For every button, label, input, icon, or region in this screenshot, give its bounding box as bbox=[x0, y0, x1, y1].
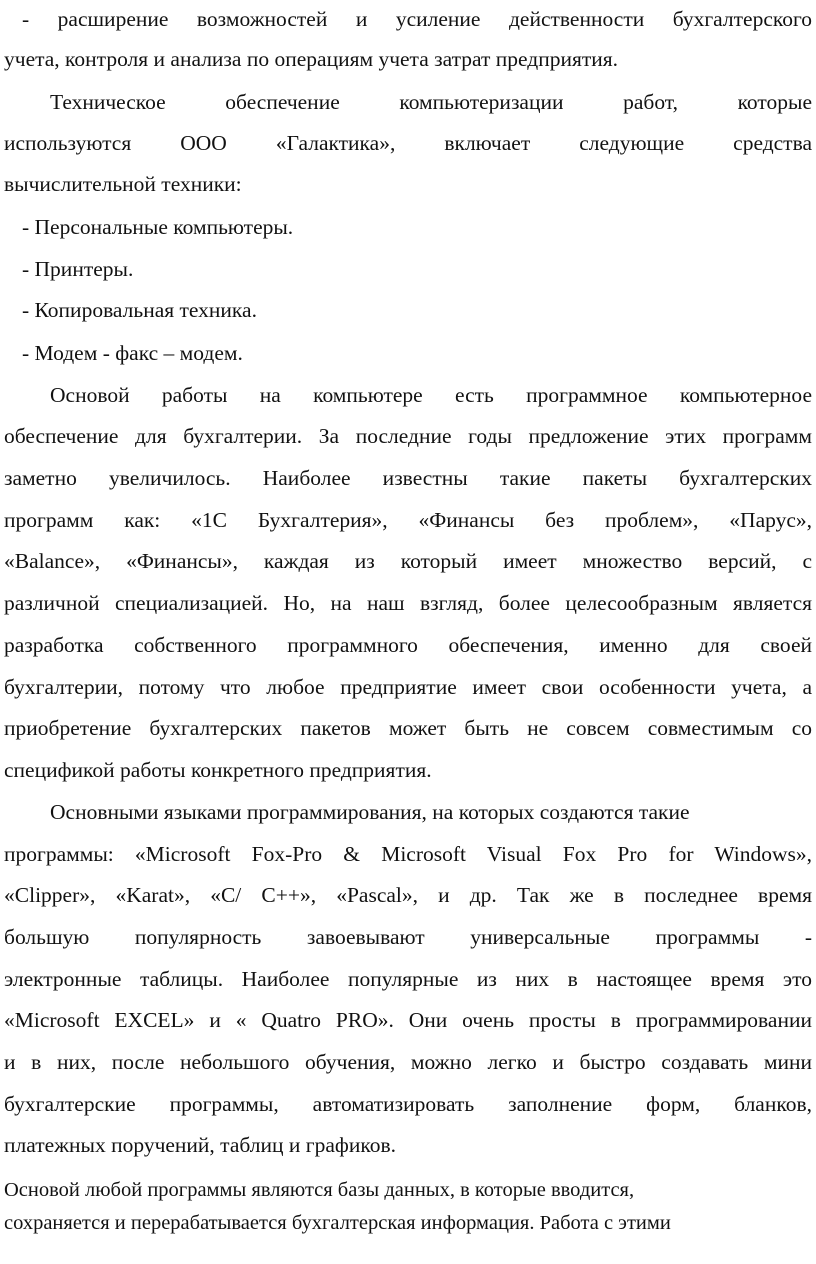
text-line: программы: «Microsoft Fox-Pro & Microsoft Visual Fox Pro for Windows», bbox=[4, 842, 812, 866]
text-line: приобретение бухгалтерских пакетов может быть не совсем совместимым со bbox=[4, 716, 812, 740]
text-line: учета, контроля и анализа по операциям учета затрат предприятия. bbox=[4, 47, 619, 71]
text-line: спецификой работы конкретного предприятия. bbox=[4, 758, 432, 782]
text-line: Основой любой программы являются базы данных, в которые вводится, bbox=[4, 1179, 635, 1201]
text-line: Основными языками программирования, на которых создаются такие bbox=[50, 800, 690, 824]
list-item: - Персональные компьютеры. bbox=[22, 215, 294, 239]
text-line: используются ООО «Галактика», включает следующие средства bbox=[4, 131, 812, 155]
text-line: «Clipper», «Karat», «C/ C++», «Pascal», и др. Так же в последнее время bbox=[4, 883, 812, 907]
text-line: бухгалтерии, потому что любое предприятие имеет свои особенности учета, а bbox=[4, 675, 812, 699]
text-line: Основой работы на компьютере есть программное компьютерное bbox=[50, 383, 812, 407]
text-line: и в них, после небольшого обучения, можно легко и быстро создавать мини bbox=[4, 1050, 812, 1074]
text-line: большую популярность завоевывают универсальные программы - bbox=[4, 925, 812, 949]
text-line: вычислительной техники: bbox=[4, 172, 242, 196]
text-line: Техническое обеспечение компьютеризации работ, которые bbox=[50, 90, 812, 114]
text-line: программ как: «1С Бухгалтерия», «Финансы без проблем», «Парус», bbox=[4, 508, 812, 532]
text-line: различной специализацией. Но, на наш взгляд, более целесообразным является bbox=[4, 591, 812, 615]
text-line: электронные таблицы. Наиболее популярные из них в настоящее время это bbox=[4, 967, 812, 991]
text-line: «Balance», «Финансы», каждая из который имеет множество версий, с bbox=[4, 549, 812, 573]
list-item: - Модем - факс – модем. bbox=[22, 341, 243, 365]
text-line: заметно увеличилось. Наиболее известны такие пакеты бухгалтерских bbox=[4, 466, 812, 490]
text-line: разработка собственного программного обеспечения, именно для своей bbox=[4, 633, 812, 657]
text-line: бухгалтерские программы, автоматизировать заполнение форм, бланков, bbox=[4, 1092, 812, 1116]
text-line: платежных поручений, таблиц и графиков. bbox=[4, 1133, 396, 1157]
list-item: - Копировальная техника. bbox=[22, 298, 257, 322]
list-item: - Принтеры. bbox=[22, 257, 134, 281]
text-line: обеспечение для бухгалтерии. За последние годы предложение этих программ bbox=[4, 424, 812, 448]
text-line: сохраняется и перерабатывается бухгалтерская информация. Работа с этими bbox=[4, 1212, 671, 1234]
text-line: - расширение возможностей и усиление действенности бухгалтерского bbox=[22, 7, 812, 31]
text-line: «Microsoft EXCEL» и « Quatro PRO». Они очень просты в программировании bbox=[4, 1008, 812, 1032]
